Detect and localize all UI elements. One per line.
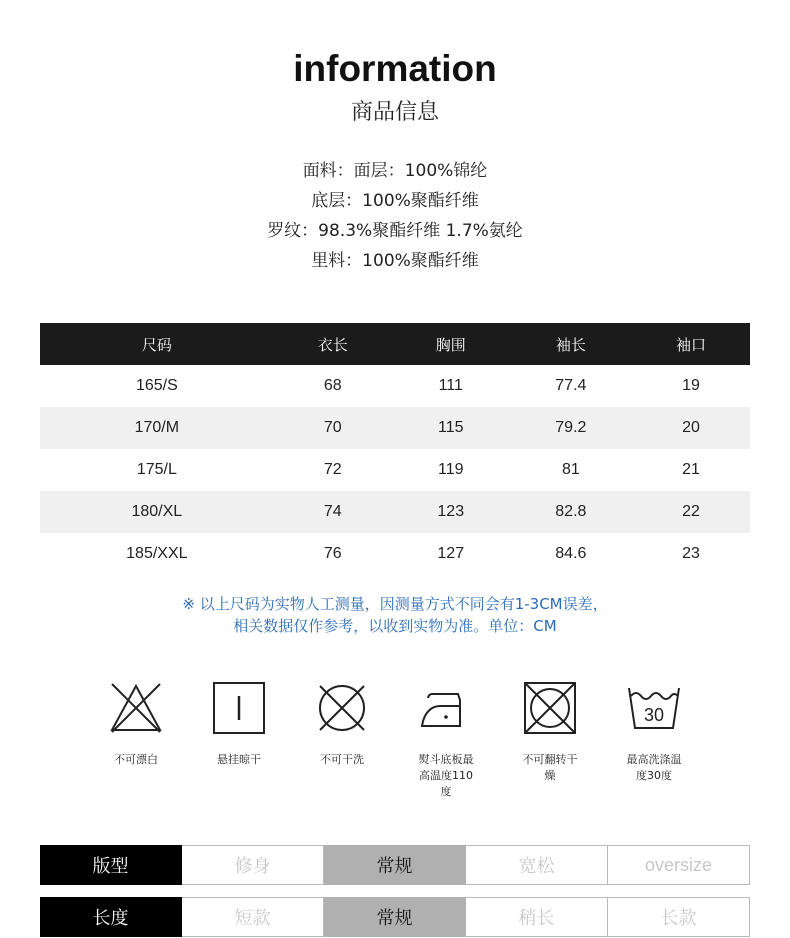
table-cell: 165/S (135, 377, 178, 394)
table-row (40, 365, 750, 407)
length-row (40, 897, 750, 937)
material-line: 罗纹：98.3%聚酯纤维 1.7%氨纶 (267, 221, 523, 241)
note-line: ※ 以上尺码为实物人工测量，因测量方式不同会有1-3CM误差， (182, 595, 608, 613)
table-cell: 185/XXL (126, 545, 188, 562)
table-cell: 68 (323, 377, 342, 394)
table-cell: 77.4 (555, 377, 587, 394)
care-item-hang-dry (199, 680, 279, 768)
no-dry-clean-icon (314, 680, 370, 736)
care-item-no-bleach (96, 680, 176, 768)
table-cell: 127 (437, 545, 465, 562)
care-label: 悬挂晾干 (217, 753, 261, 766)
wash-30-icon (626, 680, 682, 736)
column-header-size: 尺码 (40, 323, 274, 365)
care-label: 最高洗涤温 度30度 (626, 753, 682, 782)
length-option-long: 长款 (608, 897, 750, 937)
measurement-note (0, 593, 790, 637)
fit-option-slim: 修身 (182, 845, 324, 885)
material-info (0, 156, 790, 276)
table-cell: 20 (632, 407, 750, 449)
table-cell: 74 (274, 491, 392, 533)
iron-low-icon (418, 680, 474, 736)
table-cell: 21 (682, 461, 700, 478)
column-header-length: 衣长 (274, 323, 392, 365)
fit-type-label: 版型 (40, 845, 182, 885)
page-title: information (293, 48, 497, 89)
table-cell: 175/L (136, 461, 177, 478)
table-cell: 111 (438, 377, 463, 394)
table-cell: 72 (323, 461, 342, 478)
column-header-chest: 胸围 (392, 323, 510, 365)
care-label: 不可漂白 (114, 753, 158, 766)
length-label: 长度 (40, 897, 182, 937)
page-subtitle: 商品信息 (350, 100, 439, 125)
table-cell: 19 (682, 377, 700, 394)
fit-option-loose: 宽松 (466, 845, 608, 885)
table-cell: 115 (392, 407, 510, 449)
table-row (40, 491, 750, 533)
table-cell: 180/XL (40, 491, 274, 533)
table-cell: 82.8 (510, 491, 632, 533)
table-cell: 22 (632, 491, 750, 533)
care-item-no-tumble-dry (510, 680, 590, 784)
length-option-regular: 常规 (324, 897, 466, 937)
hang-dry-icon (211, 680, 267, 736)
table-row (40, 407, 750, 449)
care-item-wash-30 (614, 680, 694, 784)
table-cell: 170/M (40, 407, 274, 449)
no-tumble-dry-icon (522, 680, 578, 736)
no-bleach-icon (108, 680, 164, 736)
length-option-short: 短款 (182, 897, 324, 937)
table-row (40, 533, 750, 575)
length-option-slightly-long: 稍长 (466, 897, 608, 937)
table-cell: 79.2 (510, 407, 632, 449)
care-label: 不可干洗 (320, 753, 364, 766)
material-line: 里料：100%聚酯纤维 (311, 251, 479, 271)
table-cell: 70 (274, 407, 392, 449)
note-line: 相关数据仅作参考，以收到实物为准。单位：CM (233, 617, 557, 635)
table-cell: 23 (682, 545, 700, 562)
table-header-row (40, 323, 750, 365)
care-label: 熨斗底板最 高温度110 度 (418, 753, 474, 798)
size-table (40, 323, 750, 575)
column-header-sleeve: 袖长 (510, 323, 632, 365)
material-line: 底层：100%聚酯纤维 (311, 191, 479, 211)
table-cell: 81 (561, 461, 580, 478)
material-line: 面料：面层：100%锦纶 (302, 161, 488, 181)
care-item-iron (406, 680, 486, 800)
table-cell: 76 (323, 545, 342, 562)
fit-option-oversize: oversize (608, 845, 750, 885)
svg-text:30: 30 (643, 705, 665, 725)
table-cell: 84.6 (555, 545, 587, 562)
care-item-no-dry-clean (302, 680, 382, 768)
fit-type-row (40, 845, 750, 885)
column-header-cuff: 袖口 (632, 323, 750, 365)
fit-option-regular: 常规 (324, 845, 466, 885)
table-cell: 123 (392, 491, 510, 533)
table-cell: 119 (437, 461, 464, 478)
table-row (40, 449, 750, 491)
care-label: 不可翻转干 燥 (522, 753, 578, 782)
